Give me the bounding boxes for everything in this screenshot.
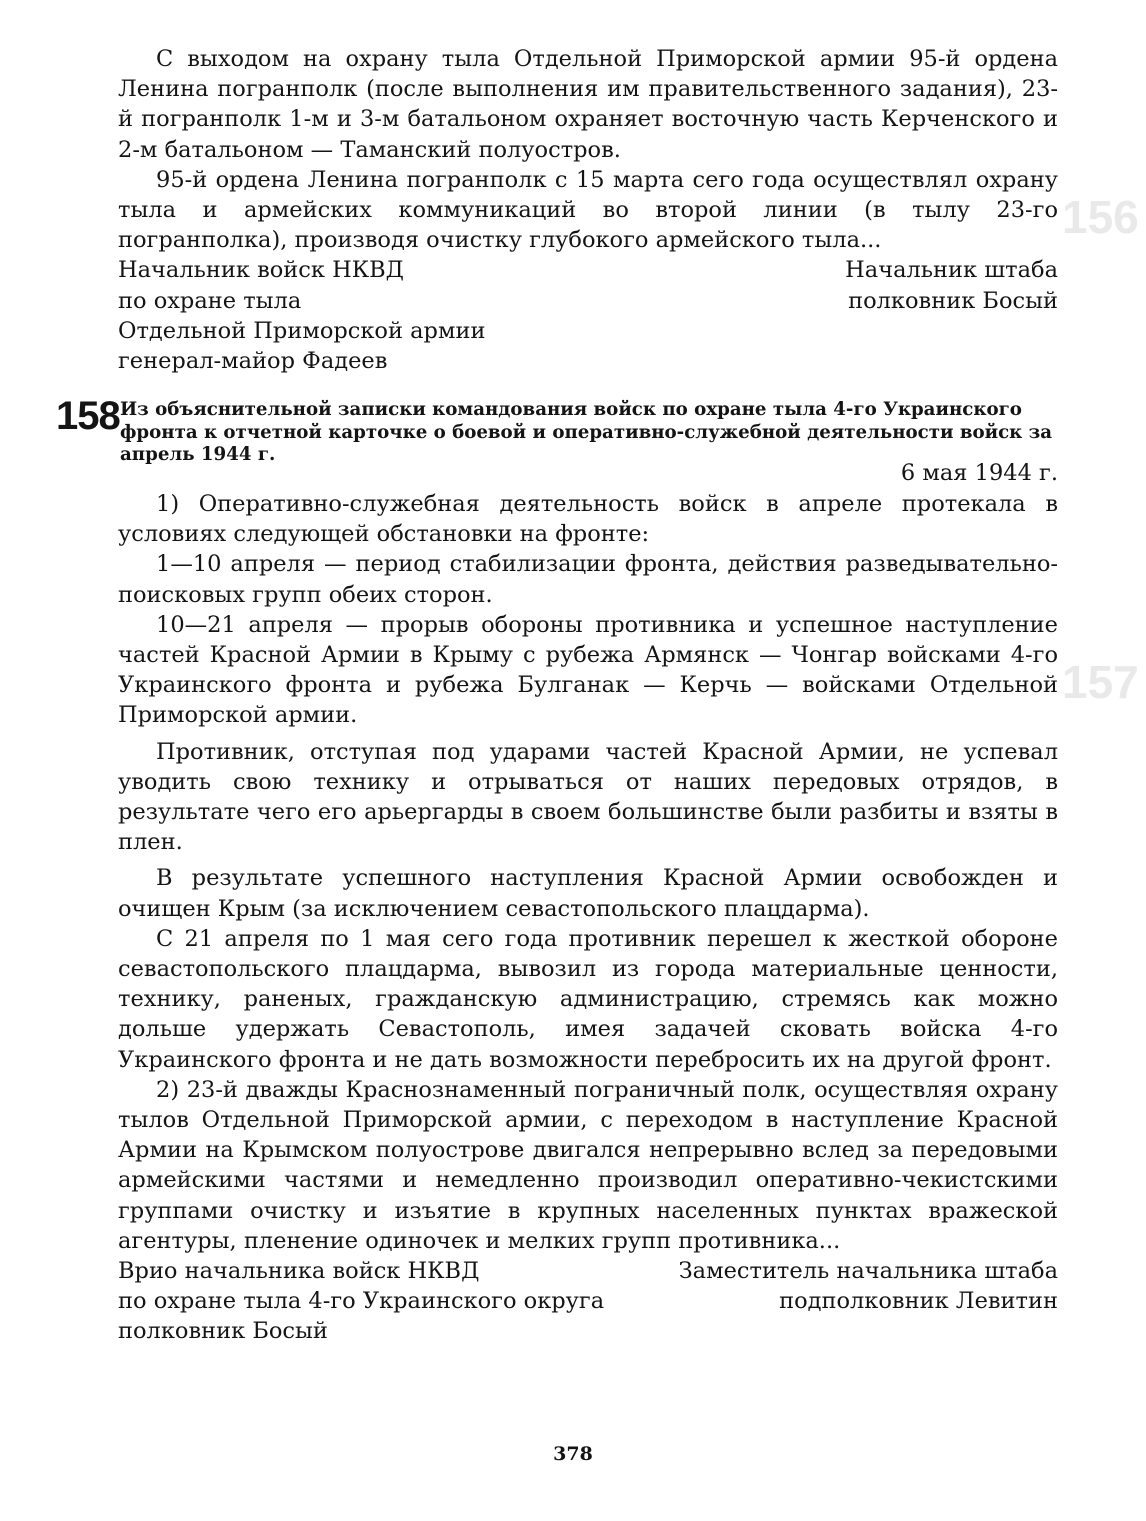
paragraph: Противник, отступая под ударами частей Красной Армии, не успевал уводить свою технику и отрываться от наших передовых отрядов, в результате чего его арьергарды в своем большинстве были разбиты и взяты в плен. <box>118 738 1058 856</box>
signature-line: Отдельной Приморской армии <box>118 317 486 344</box>
paragraph: С 21 апреля по 1 мая сего года противник перешел к жесткой обороне севастопольского плацдарма, вывозил из города материальные ценности, технику, раненых, гражданскую администрацию, стремясь как можно дольше удержать Севастополь, имея задачей сковать войска 4-го Украинского фронта и не дать возможности перебросить их на другой фронт. <box>118 925 1058 1073</box>
signature-line: подполковник Левитин <box>779 1288 1058 1315</box>
paragraph: С выходом на охрану тыла Отдельной Приморской армии 95-й ордена Ленина погранполк (после выполнения им правительственного задания), 23-й погранполк 1-м и 3-м батальоном охраняет восточную часть Керченского и 2-м батальоном — Таманский полуостров. <box>118 46 1058 163</box>
paragraph: 10—21 апреля — прорыв обороны противника и успешное наступление частей Красной Армии в Крыму с рубежа Армянск — Чонгар войсками 4-го Украинского фронта и рубежа Булганак — Керчь — войсками Отдельной Приморской армии. <box>118 611 1058 729</box>
signature-right <box>845 255 1058 376</box>
signature-left <box>118 1256 604 1347</box>
paragraph: 95-й ордена Ленина погранполк с 15 марта сего года осуществлял охрану тыла и армейских коммуникаций во второй линии (в тылу 23-го погранполка), производя очистку глубокого армейского тыла... <box>118 166 1058 254</box>
signature-line: Начальник штаба <box>845 257 1058 284</box>
bleed-through-mark: 157 <box>1062 656 1139 708</box>
document-date: 6 мая 1944 г. <box>900 460 1058 486</box>
signature-left <box>118 255 485 376</box>
signature-line: полковник Босый <box>118 1318 328 1345</box>
signature-block <box>118 1256 1058 1347</box>
signature-line: генерал-майор Фадеев <box>118 348 388 375</box>
document-body <box>118 489 1058 1347</box>
signature-line: Заместитель начальника штаба <box>678 1258 1058 1285</box>
paragraph: 1) Оперативно-служебная деятельность войск в апреле протекала в условиях следующей обстановки на фронте: <box>118 491 1058 548</box>
signature-block <box>118 255 1058 376</box>
page-number: 378 <box>553 1443 593 1465</box>
paragraph: В результате успешного наступления Красной Армии освобожден и очищен Крым (за исключением севастопольского плацдарма). <box>118 865 1058 922</box>
document-heading: Из объяснительной записки командования войск по охране тыла 4-го Украинского фронта к отчетной карточке о боевой и оперативно-служебной деятельности войск за апрель 1944 г. <box>120 399 1053 466</box>
signature-line: по охране тыла 4-го Украинского округа <box>118 1288 605 1315</box>
paragraph: 2) 23-й дважды Краснознаменный пограничный полк, осуществляя охрану тылов Отдельной Приморской армии, с переходом в наступление Красной Армии на Крымском полуострове двигался непрерывно вслед за передовыми армейскими частями и немедленно производил оперативно-чекистскими группами очистку и изъятие в крупных населенных пунктах вражеской агентуры, пленение одиночек и мелких групп противника... <box>118 1076 1058 1254</box>
paragraph: 1—10 апреля — период стабилизации фронта, действия разведывательно-поисковых групп обеих сторон. <box>118 551 1058 608</box>
bleed-through-mark: 156 <box>1062 191 1139 243</box>
document-number: 158 <box>56 394 120 438</box>
previous-document-text <box>118 44 1058 376</box>
signature-line: по охране тыла <box>118 287 302 314</box>
signature-line: полковник Босый <box>848 287 1058 314</box>
signature-line: Врио начальника войск НКВД <box>118 1258 480 1285</box>
signature-right <box>679 1256 1058 1347</box>
signature-line: Начальник войск НКВД <box>118 257 404 284</box>
